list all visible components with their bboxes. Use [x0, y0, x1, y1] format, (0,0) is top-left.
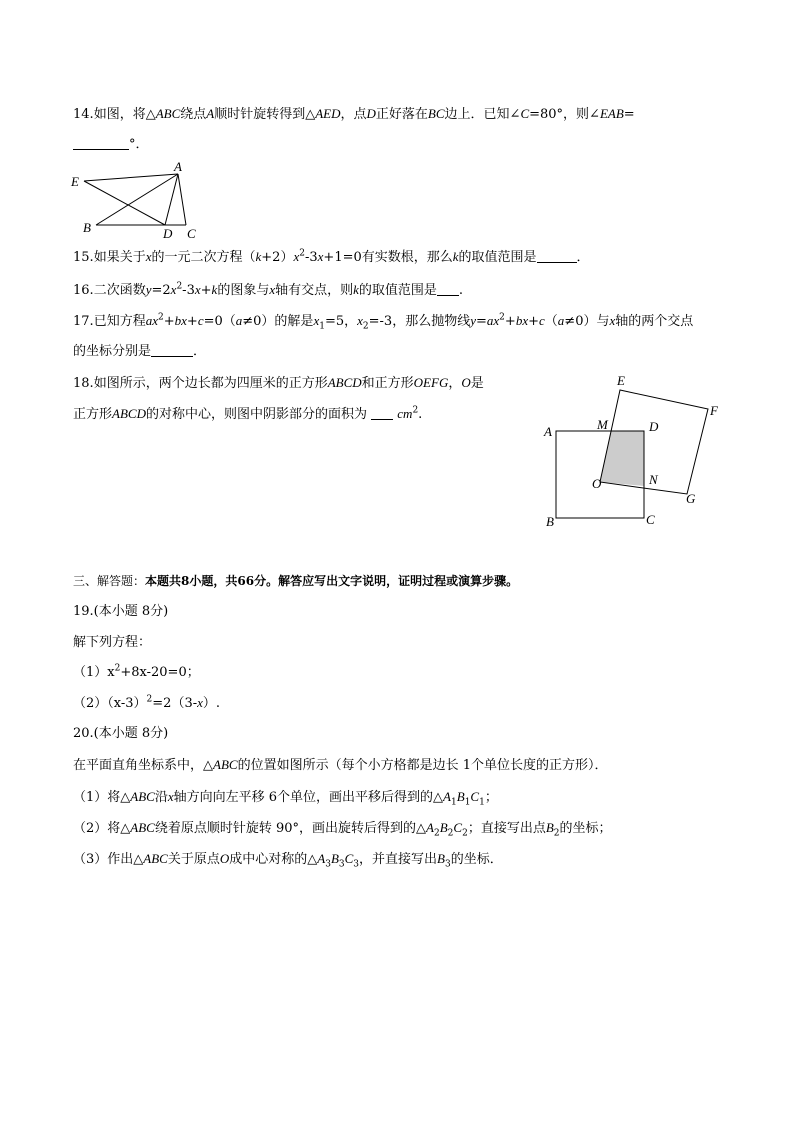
- q20-heading: 20.(本小题 8分): [73, 726, 169, 741]
- section-3-header: 三、解答题：本题共8小题，共66分。解答应写出文字说明，证明过程或演算步骤。: [73, 574, 519, 588]
- q20-intro: 在平面直角坐标系中，△ABC的位置如图所示（每个小方格都是边长 1个单位长度的正方形）．: [73, 757, 608, 773]
- q14-text: 14.如图，将△ABC绕点A顺时针旋转得到△AED，点D正好落在BC边上．已知∠C=80°，则∠EAB=: [73, 106, 635, 122]
- q14-label-A: A: [174, 159, 182, 174]
- q18-label-M: M: [597, 417, 608, 432]
- q14-answer-line: °．: [73, 136, 149, 154]
- q17-answer-blank[interactable]: [151, 344, 193, 357]
- q19-intro: 解下列方程：: [73, 635, 152, 650]
- q18-label-E: E: [617, 373, 625, 388]
- q19-equation-2: $(2)(x-3)^2=2(3-x)$.: [73, 694, 221, 711]
- q18-text: 18.如图所示，两个边长都为四厘米的正方形ABCD和正方形OEFG，O是: [73, 375, 484, 391]
- q16-text: 16.二次函数$y=2x^2-3x+k$的图象与x轴有交点，则k的取值范围是 .: [73, 281, 464, 298]
- q15-text: 15.如果关于x的一元二次方程$(k+2)x^2-3x+1=0$有实数根，那么k的取值范围是 ．: [73, 248, 590, 265]
- q14-figure: [66, 158, 206, 240]
- q20-part-1: （1）将△ABC沿x轴方向向左平移 6个单位，画出平移后得到的$\triangle A_1B_1C_1$；: [73, 789, 498, 808]
- q19-equation-1: $(1)x^2+8x-20=0$；: [73, 663, 200, 680]
- q14-label-C: C: [187, 226, 196, 240]
- q18-label-A: A: [544, 424, 552, 439]
- q18-text-line2: 正方形ABCD的对称中心，则图中阴影部分的面积为 $cm^2$.: [73, 405, 423, 422]
- q14-label-D: D: [163, 226, 173, 240]
- q18-label-O: O: [592, 476, 602, 491]
- q18-label-B: B: [546, 514, 554, 529]
- q18-label-C: C: [646, 512, 655, 527]
- q17-text-line2: 的坐标分别是 ．: [73, 344, 207, 359]
- q18-label-G: G: [686, 491, 696, 506]
- q18-answer-blank[interactable]: [371, 407, 393, 420]
- q18-shaded-region: [600, 431, 644, 486]
- q18-label-D: D: [649, 419, 659, 434]
- q14-answer-blank[interactable]: [73, 137, 129, 150]
- q18-label-F: F: [710, 403, 718, 418]
- q14-label-B: B: [83, 220, 91, 235]
- q18-label-N: N: [649, 472, 658, 487]
- q20-part-2: （2）将△ABC绕着原点顺时针旋转 90°，画出旋转后得到的$\triangle A_2B_2C_2$；直接写出点$B_2$的坐标；: [73, 820, 612, 839]
- q20-part-3: （3）作出△ABC关于原点O成中心对称的$\triangle A_3B_3C_3$，并直接写出$B_3$的坐标．: [73, 851, 503, 870]
- q18-figure: [536, 370, 726, 535]
- q14-label-E: E: [71, 174, 79, 189]
- q19-heading: 19.(本小题 8分): [73, 604, 169, 619]
- q17-text: 17.已知方程$ax^2+bx+c=0(a\ne 0)$的解是$x_1=5$，$x_2=-3$，那么抛物线$y=ax^2+bx+c(a\ne 0)$与x轴的两个交点: [73, 312, 694, 332]
- q15-answer-blank[interactable]: [537, 250, 577, 263]
- q16-answer-blank[interactable]: [437, 283, 459, 296]
